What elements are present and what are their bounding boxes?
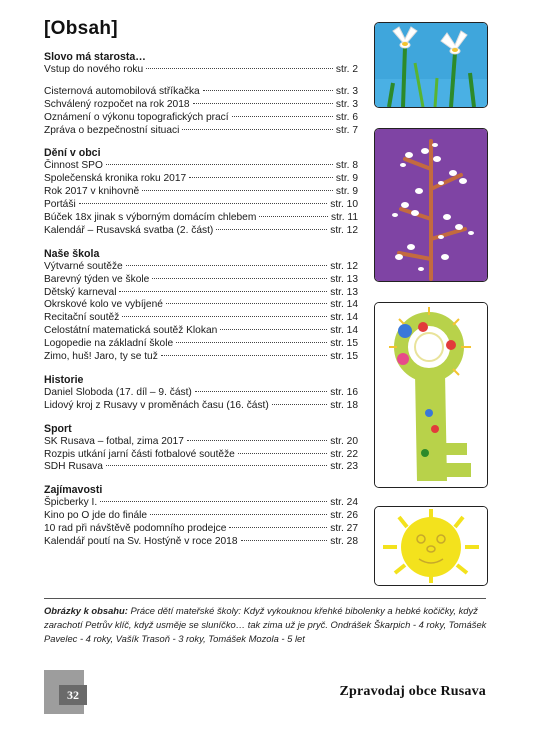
dot-leader xyxy=(232,116,333,117)
page-number-box xyxy=(44,670,84,714)
dot-leader xyxy=(187,440,327,441)
entry-title: Búček 18x jinak s výborným domácím chlebem xyxy=(44,212,257,224)
entry-page: str. 9 xyxy=(335,186,358,198)
dot-leader xyxy=(216,229,327,230)
entry-page: str. 15 xyxy=(330,351,358,363)
dot-leader xyxy=(161,355,327,356)
entry-page: str. 27 xyxy=(330,523,358,535)
toc-entry xyxy=(44,299,358,312)
entry-title: SDH Rusava xyxy=(44,461,103,473)
dot-leader xyxy=(195,391,327,392)
entry-page: str. 23 xyxy=(330,461,358,473)
entry-title: SK Rusava – fotbal, zima 2017 xyxy=(44,435,184,447)
toc-entry xyxy=(44,387,358,400)
entry-page: str. 18 xyxy=(330,399,358,411)
toc-entry xyxy=(44,64,358,77)
childrens-drawing-flowers xyxy=(374,22,488,108)
dot-leader xyxy=(241,540,328,541)
table-of-contents xyxy=(44,50,358,549)
dot-leader xyxy=(203,90,333,91)
entry-title: Celostátní matematická soutěž Klokan xyxy=(44,325,218,337)
dot-leader xyxy=(152,278,327,279)
dot-leader xyxy=(272,404,327,405)
dot-leader xyxy=(189,177,333,178)
dot-leader xyxy=(100,501,327,502)
entry-page: str. 3 xyxy=(335,98,358,110)
entry-title: Výtvarné soutěže xyxy=(44,260,123,272)
dot-leader xyxy=(126,265,328,266)
entry-title: Rozpis utkání jarní části fotbalové soutěže xyxy=(44,448,235,460)
picture-caption xyxy=(44,604,488,646)
toc-entry xyxy=(44,312,358,325)
toc-entry xyxy=(44,338,358,351)
toc-entry xyxy=(44,436,358,449)
entry-title: Logopedie na základní škole xyxy=(44,338,174,350)
toc-entry xyxy=(44,199,358,212)
entry-page: str. 20 xyxy=(330,435,358,447)
toc-section xyxy=(44,422,358,484)
entry-page: str. 28 xyxy=(330,536,358,548)
toc-entry xyxy=(44,86,358,99)
toc-entry xyxy=(44,400,358,413)
entry-page: str. 13 xyxy=(330,273,358,285)
toc-entry xyxy=(44,212,358,225)
dot-leader xyxy=(176,342,327,343)
entry-title: Společenská kronika roku 2017 xyxy=(44,173,187,185)
toc-section xyxy=(44,247,358,373)
toc-entry xyxy=(44,225,358,238)
entry-page: str. 14 xyxy=(330,299,358,311)
entry-title: Kino po O jde do finále xyxy=(44,510,148,522)
page-title: [Obsah] xyxy=(44,18,118,39)
dot-leader xyxy=(229,527,327,528)
toc-entry xyxy=(44,261,358,274)
caption-lead: Obrázky k obsahu: xyxy=(44,605,128,616)
section-heading: Historie xyxy=(44,373,84,386)
dot-leader xyxy=(220,329,327,330)
toc-entry xyxy=(44,523,358,536)
toc-section xyxy=(44,50,358,146)
entry-title: Rok 2017 v knihovně xyxy=(44,186,140,198)
entry-page: str. 7 xyxy=(335,124,358,136)
entry-page: str. 16 xyxy=(330,386,358,398)
entry-page: str. 15 xyxy=(330,338,358,350)
entry-page: str. 8 xyxy=(335,160,358,172)
group-gap xyxy=(44,77,358,86)
dot-leader xyxy=(119,291,327,292)
dot-leader xyxy=(79,203,328,204)
toc-entry xyxy=(44,536,358,549)
toc-entry xyxy=(44,449,358,462)
entry-title: Dětský karneval xyxy=(44,286,117,298)
section-gap xyxy=(44,474,358,483)
caption-separator xyxy=(44,598,486,599)
dot-leader xyxy=(259,216,328,217)
publication-title: Zpravodaj obce Rusava xyxy=(339,684,486,699)
dot-leader xyxy=(122,316,327,317)
page-number: 32 xyxy=(59,685,87,705)
dot-leader xyxy=(106,465,327,466)
entry-page: str. 24 xyxy=(330,497,358,509)
toc-section xyxy=(44,146,358,246)
entry-page: str. 14 xyxy=(330,325,358,337)
entry-page: str. 10 xyxy=(330,199,358,211)
entry-title: Špicberky I. xyxy=(44,497,98,509)
entry-title: Daniel Sloboda (17. díl – 9. část) xyxy=(44,386,192,398)
toc-entry xyxy=(44,186,358,199)
entry-page: str. 11 xyxy=(331,212,358,224)
entry-title: Cisternová automobilová stříkačka xyxy=(44,85,200,97)
entry-title: Zimo, huš! Jaro, ty se tuž xyxy=(44,351,158,363)
dot-leader xyxy=(146,68,333,69)
section-heading: Dění v obci xyxy=(44,147,101,160)
toc-entry xyxy=(44,125,358,138)
entry-page: str. 26 xyxy=(330,510,358,522)
caption-text: Práce dětí mateřské školy: Když vykouknou křehké bibolenky a hebké kočičky, když zarachotí Petrův klíč, když usměje se sluníčko… tak zima už je pryč. Ondrášek Škarpich - 4 roky, Tomášek Pavelec - 4 roky, Vašík Trasoň - 3 roky, Tomášek Mozola - 5 let xyxy=(44,605,487,644)
entry-title: Recitační soutěž xyxy=(44,312,120,324)
entry-page: str. 6 xyxy=(335,111,358,123)
dot-leader xyxy=(142,190,333,191)
dot-leader xyxy=(150,514,327,515)
toc-entry xyxy=(44,274,358,287)
toc-section xyxy=(44,373,358,422)
dot-leader xyxy=(193,103,333,104)
entry-title: 10 rad při návštěvě podomního prodejce xyxy=(44,523,227,535)
toc-entry xyxy=(44,351,358,364)
entry-title: Schválený rozpočet na rok 2018 xyxy=(44,98,190,110)
entry-page: str. 22 xyxy=(330,448,358,460)
entry-title: Kalendář poutí na Sv. Hostýně v roce 2018 xyxy=(44,536,238,548)
section-gap xyxy=(44,413,358,422)
toc-section xyxy=(44,483,358,549)
entry-title: Okrskové kolo ve vybíjené xyxy=(44,299,163,311)
entry-page: str. 9 xyxy=(335,173,358,185)
entry-title: Lidový kroj z Rusavy v proměnách času (16. část) xyxy=(44,399,269,411)
toc-entry xyxy=(44,325,358,338)
section-heading: Slovo má starosta… xyxy=(44,51,146,63)
dot-leader xyxy=(166,303,327,304)
entry-title: Barevný týden ve škole xyxy=(44,273,150,285)
entry-title: Vstup do nového roku xyxy=(44,64,144,75)
toc-entry xyxy=(44,461,358,474)
section-heading: Sport xyxy=(44,422,72,435)
section-gap xyxy=(44,137,358,146)
entry-title: Činnost SPO xyxy=(44,160,103,172)
dot-leader xyxy=(182,129,333,130)
toc-entry xyxy=(44,112,358,125)
entry-page: str. 12 xyxy=(330,224,358,236)
dot-leader xyxy=(106,164,333,165)
entry-page: str. 3 xyxy=(335,85,358,97)
toc-entry xyxy=(44,287,358,300)
entry-title: Portáši xyxy=(44,199,76,211)
toc-entry xyxy=(44,173,358,186)
toc-entry xyxy=(44,160,358,173)
entry-page: str. 14 xyxy=(330,312,358,324)
childrens-drawing-catkins xyxy=(374,128,488,282)
toc-entry xyxy=(44,99,358,112)
entry-page: str. 12 xyxy=(330,260,358,272)
section-gap xyxy=(44,238,358,247)
dot-leader xyxy=(238,453,327,454)
entry-title: Oznámení o výkonu topografických prací xyxy=(44,111,229,123)
childrens-drawing-sun xyxy=(374,506,488,586)
toc-entry xyxy=(44,497,358,510)
entry-page: str. 13 xyxy=(330,286,358,298)
entry-title: Kalendář – Rusavská svatba (2. část) xyxy=(44,224,214,236)
toc-entry xyxy=(44,510,358,523)
section-gap xyxy=(44,364,358,373)
entry-page: str. 2 xyxy=(335,64,358,75)
section-heading: Naše škola xyxy=(44,247,100,260)
entry-title: Zpráva o bezpečnostní situaci xyxy=(44,124,180,136)
section-heading: Zajímavosti xyxy=(44,484,103,497)
childrens-drawing-key xyxy=(374,302,488,488)
